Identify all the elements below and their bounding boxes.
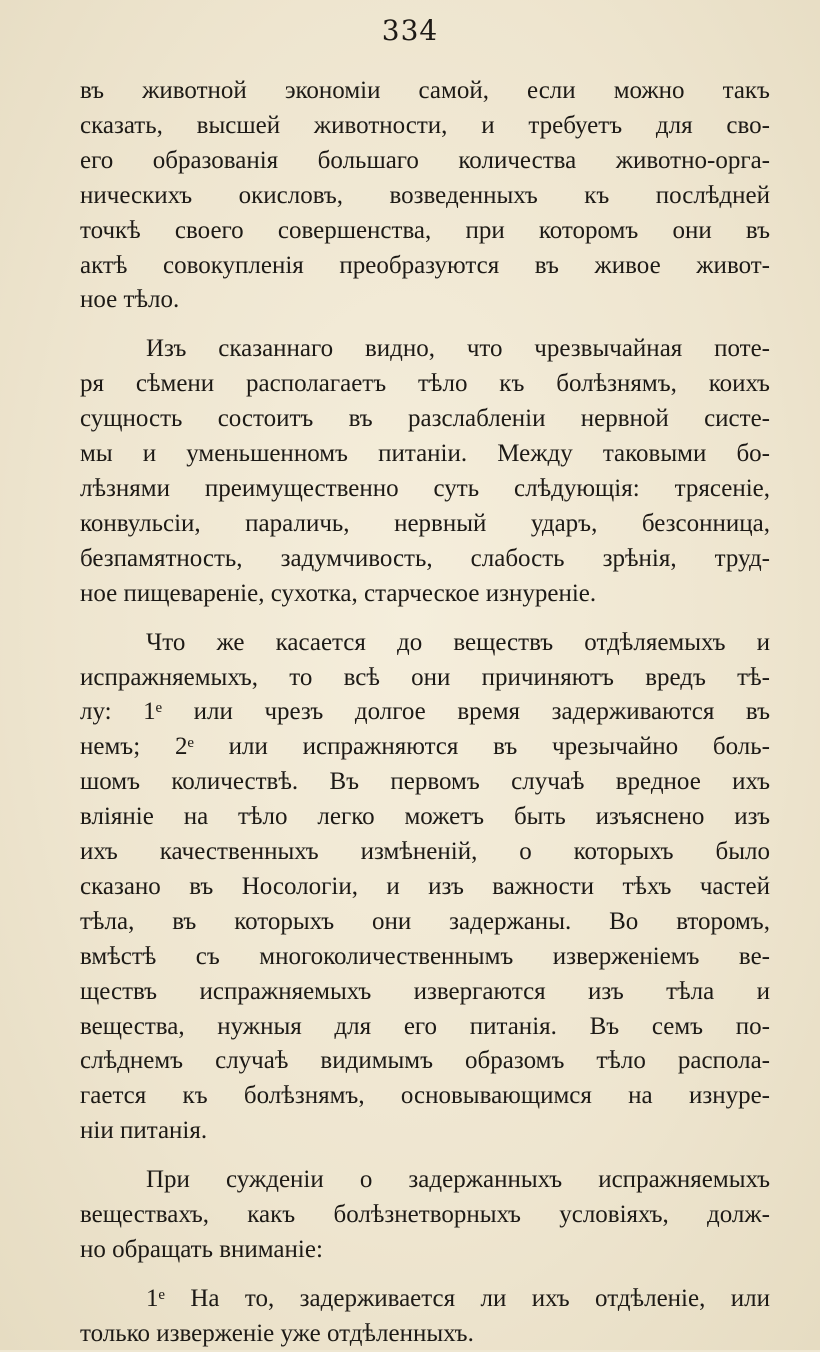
- paragraph-gap: [80, 612, 770, 626]
- text-line: сущность состоитъ въ разслабленіи нервной систе-: [80, 405, 770, 433]
- text-line: ное пищевареніе, сухотка, старческое изнуреніе.: [80, 579, 597, 607]
- text-line: точкѣ своего совершенства, при которомъ они въ: [80, 216, 770, 244]
- text-line: вмѣстѣ съ многоколичественнымъ изверженіемъ ве-: [80, 942, 770, 970]
- text-line: ществъ испражняемыхъ извергаются изъ тѣла и: [80, 977, 770, 1005]
- text-line: конвульсіи, параличь, нервный ударъ, безсонница,: [80, 509, 770, 537]
- text-line: только изверженіе уже отдѣленныхъ.: [80, 1319, 474, 1347]
- text-line: лѣзнями преимущественно суть слѣдующія: трясеніе,: [80, 474, 770, 502]
- text-line: При сужденіи о задержанныхъ испражняемыхъ: [146, 1166, 770, 1194]
- text-line: вещества, нужныя для его питанія. Въ семъ по-: [80, 1012, 770, 1040]
- text-line: ихъ качественныхъ измѣненій, о которыхъ было: [80, 838, 770, 866]
- text-line: гается къ болѣзнямъ, основывающимся на изнуре-: [80, 1082, 770, 1110]
- text-line: немъ; 2ᵉ или испражняются въ чрезычайно боль-: [80, 733, 770, 761]
- paragraph-4: [80, 1163, 770, 1268]
- paragraph-1: [80, 74, 770, 318]
- text-line: Что же касается до веществъ отдѣляемыхъ и: [146, 628, 770, 656]
- text-line: но обращать вниманіе:: [80, 1236, 323, 1263]
- paragraph-gap: [80, 1268, 770, 1282]
- text-line: веществахъ, какъ болѣзнетворныхъ условіяхъ, долж-: [80, 1201, 770, 1229]
- text-line: безпамятность, задумчивость, слабость зрѣнія, труд-: [80, 544, 770, 572]
- text-line: въ животной экономіи самой, если можно такъ: [80, 77, 770, 104]
- text-line: 1ᵉ На то, задерживается ли ихъ отдѣленіе, или: [146, 1284, 770, 1312]
- text-line: слѣднемъ случаѣ видимымъ образомъ тѣло распола-: [80, 1047, 770, 1075]
- text-line: ніи питанія.: [80, 1117, 208, 1145]
- page-number: 334: [381, 14, 439, 47]
- text-line: его образованія большаго количества животно-орга-: [80, 146, 770, 174]
- text-line: лу: 1ᵉ или чрезъ долгое время задерживаются въ: [80, 698, 770, 726]
- paragraph-gap: [80, 1149, 770, 1163]
- text-line: тѣла, въ которыхъ они задержаны. Во второмъ,: [80, 907, 770, 935]
- paragraph-5: [80, 1282, 770, 1352]
- text-line: мы и уменьшенномъ питаніи. Между таковыми бо-: [80, 440, 770, 468]
- paragraph-2: [80, 332, 770, 611]
- body-text: [80, 74, 770, 1352]
- paragraph-gap: [80, 318, 770, 332]
- text-line: ническихъ окисловъ, возведенныхъ къ послѣдней: [80, 181, 770, 209]
- text-line: ря сѣмени располагаетъ тѣло къ болѣзнямъ, коихъ: [80, 370, 770, 398]
- text-line: сказать, высшей животности, и требуетъ для сво-: [80, 111, 770, 139]
- paragraph-3: [80, 626, 770, 1150]
- text-line: Изъ сказаннаго видно, что чрезвычайная поте-: [146, 335, 770, 363]
- text-line: испражняемыхъ, то всѣ они причиняютъ вредъ тѣ-: [80, 663, 770, 691]
- text-line: шомъ количествѣ. Въ первомъ случаѣ вредное ихъ: [80, 768, 770, 796]
- text-line: сказано въ Носологіи, и изъ важности тѣхъ частей: [80, 872, 770, 900]
- text-line: вліяніе на тѣло легко можетъ быть изъяснено изъ: [80, 803, 770, 831]
- text-line: ное тѣло.: [80, 286, 180, 314]
- text-line: актѣ совокупленія преобразуются въ живое живот-: [80, 251, 770, 279]
